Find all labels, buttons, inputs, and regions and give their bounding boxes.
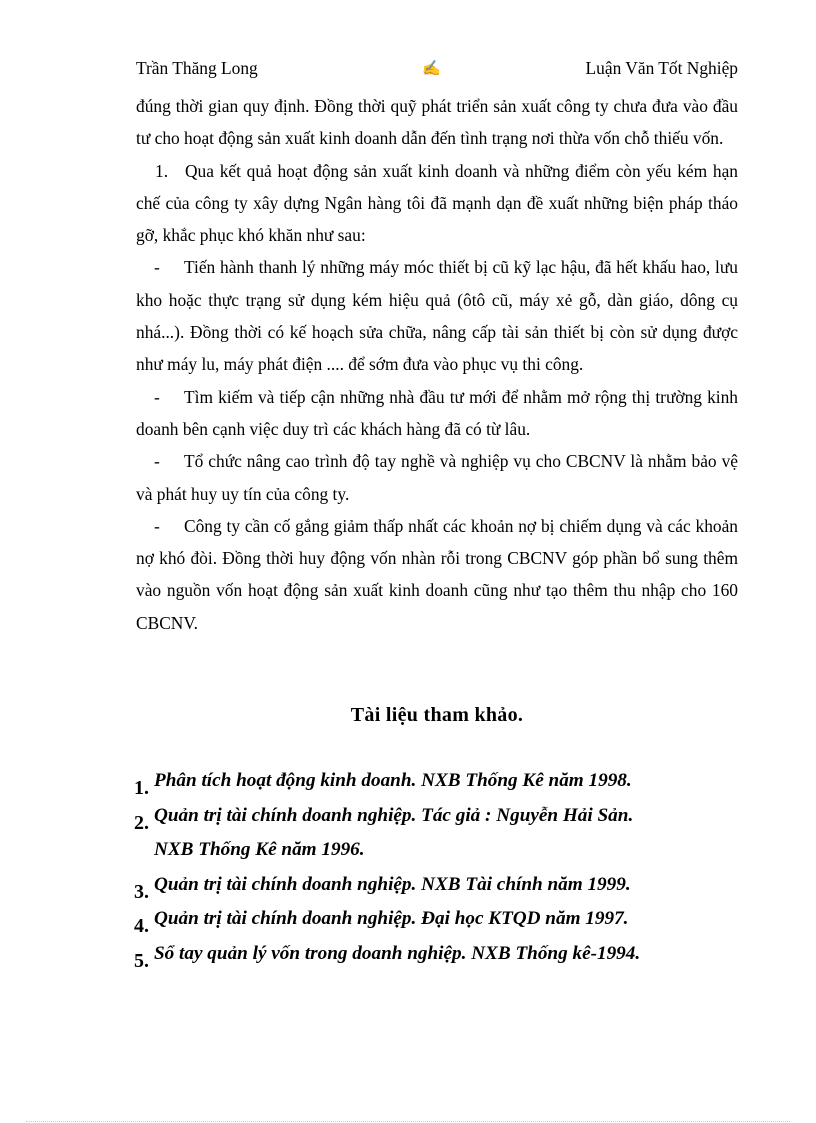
reference-number: 3. xyxy=(134,880,149,903)
reference-text: Quản trị tài chính doanh nghiệp. Tác giả : Nguyễn Hải Sản. xyxy=(154,804,634,826)
bullet-mark: - xyxy=(154,451,160,472)
reference-item xyxy=(136,908,746,943)
reference-text: Phân tích hoạt động kinh doanh. NXB Thống Kê năm 1998. xyxy=(154,770,632,791)
paragraph-text: Qua kết quả hoạt động sản xuất kinh doanh và những điểm còn yếu kém hạn chế của công ty xây dựng Ngân hàng tôi đã mạnh dạn đề xuất những biện pháp tháo gỡ, khắc phục khó khăn như sau: xyxy=(136,160,738,246)
reference-item xyxy=(136,770,746,805)
body-text xyxy=(136,90,738,639)
pen-icon: ✍ xyxy=(422,61,441,77)
bullet-paragraph xyxy=(136,445,738,510)
reference-text: NXB Thống Kê năm 1996. xyxy=(154,839,365,860)
reference-number: 2. xyxy=(134,811,149,834)
reference-number: 1. xyxy=(134,777,149,799)
bullet-paragraph xyxy=(136,510,738,639)
reference-text: Quản trị tài chính doanh nghiệp. Đại học KTQD năm 1997. xyxy=(154,908,629,929)
reference-item xyxy=(136,943,746,978)
reference-item xyxy=(136,874,746,909)
page-header xyxy=(136,58,738,82)
bullet-paragraph xyxy=(136,381,738,446)
reference-text: Quản trị tài chính doanh nghiệp. NXB Tài chính năm 1999. xyxy=(154,873,631,895)
references-title: Tài liệu tham khảo. xyxy=(350,704,524,726)
references-list xyxy=(136,770,746,977)
page-bottom-rule xyxy=(26,1121,790,1122)
bullet-text: Tìm kiếm và tiếp cận những nhà đầu tư mới để nhằm mở rộng thị trường kinh doanh bên cạnh việc duy trì các khách hàng đã có từ lâu. xyxy=(136,386,738,439)
header-title: Luận Văn Tốt Nghiệp xyxy=(585,58,738,78)
paragraph-number: 1. xyxy=(155,160,169,181)
header-author: Trần Thăng Long xyxy=(136,58,258,78)
bullet-text: Tiến hành thanh lý những máy móc thiết bị cũ kỹ lạc hậu, đã hết khấu hao, lưu kho hoặc thực trạng sử dụng kém hiệu quả (ôtô cũ, máy xẻ gỗ, dàn giáo, dông cụ nhá...). Đồng thời có kế hoạch sửa chữa, nâng cấp tài sản thiết bị còn sử dụng được như máy lu, máy phát điện .... để sớm đưa vào phục vụ thi công. xyxy=(136,257,738,375)
bullet-mark: - xyxy=(154,257,160,278)
bullet-mark: - xyxy=(154,515,160,536)
bullet-mark: - xyxy=(154,386,160,407)
reference-text: Sổ tay quản lý vốn trong doanh nghiệp. NXB Thống kê-1994. xyxy=(154,942,641,964)
numbered-paragraph xyxy=(136,155,738,252)
paragraph: đúng thời gian quy định. Đồng thời quỹ phát triển sản xuất công ty chưa đưa vào đầu tư cho hoạt động sản xuất kinh doanh dẫn đến tình trạng nơi thừa vốn chỗ thiếu vốn. xyxy=(136,96,738,149)
reference-number: 4. xyxy=(134,915,149,937)
reference-item xyxy=(136,805,746,840)
bullet-text: Công ty cần cố gắng giảm thấp nhất các khoản nợ bị chiếm dụng và các khoản nợ khó đòi. Đồng thời huy động vốn nhàn rỗi trong CBCNV góp phần bổ sung thêm vào nguồn vốn hoạt động sản xuất kinh doanh cũng như tạo thêm thu nhập cho 160 CBCNV. xyxy=(136,515,738,633)
reference-number: 5. xyxy=(134,949,149,972)
reference-item-continuation xyxy=(136,839,746,874)
bullet-text: Tổ chức nâng cao trình độ tay nghề và nghiệp vụ cho CBCNV là nhằm bảo vệ và phát huy uy tín của công ty. xyxy=(136,451,738,504)
bullet-paragraph xyxy=(136,251,738,380)
